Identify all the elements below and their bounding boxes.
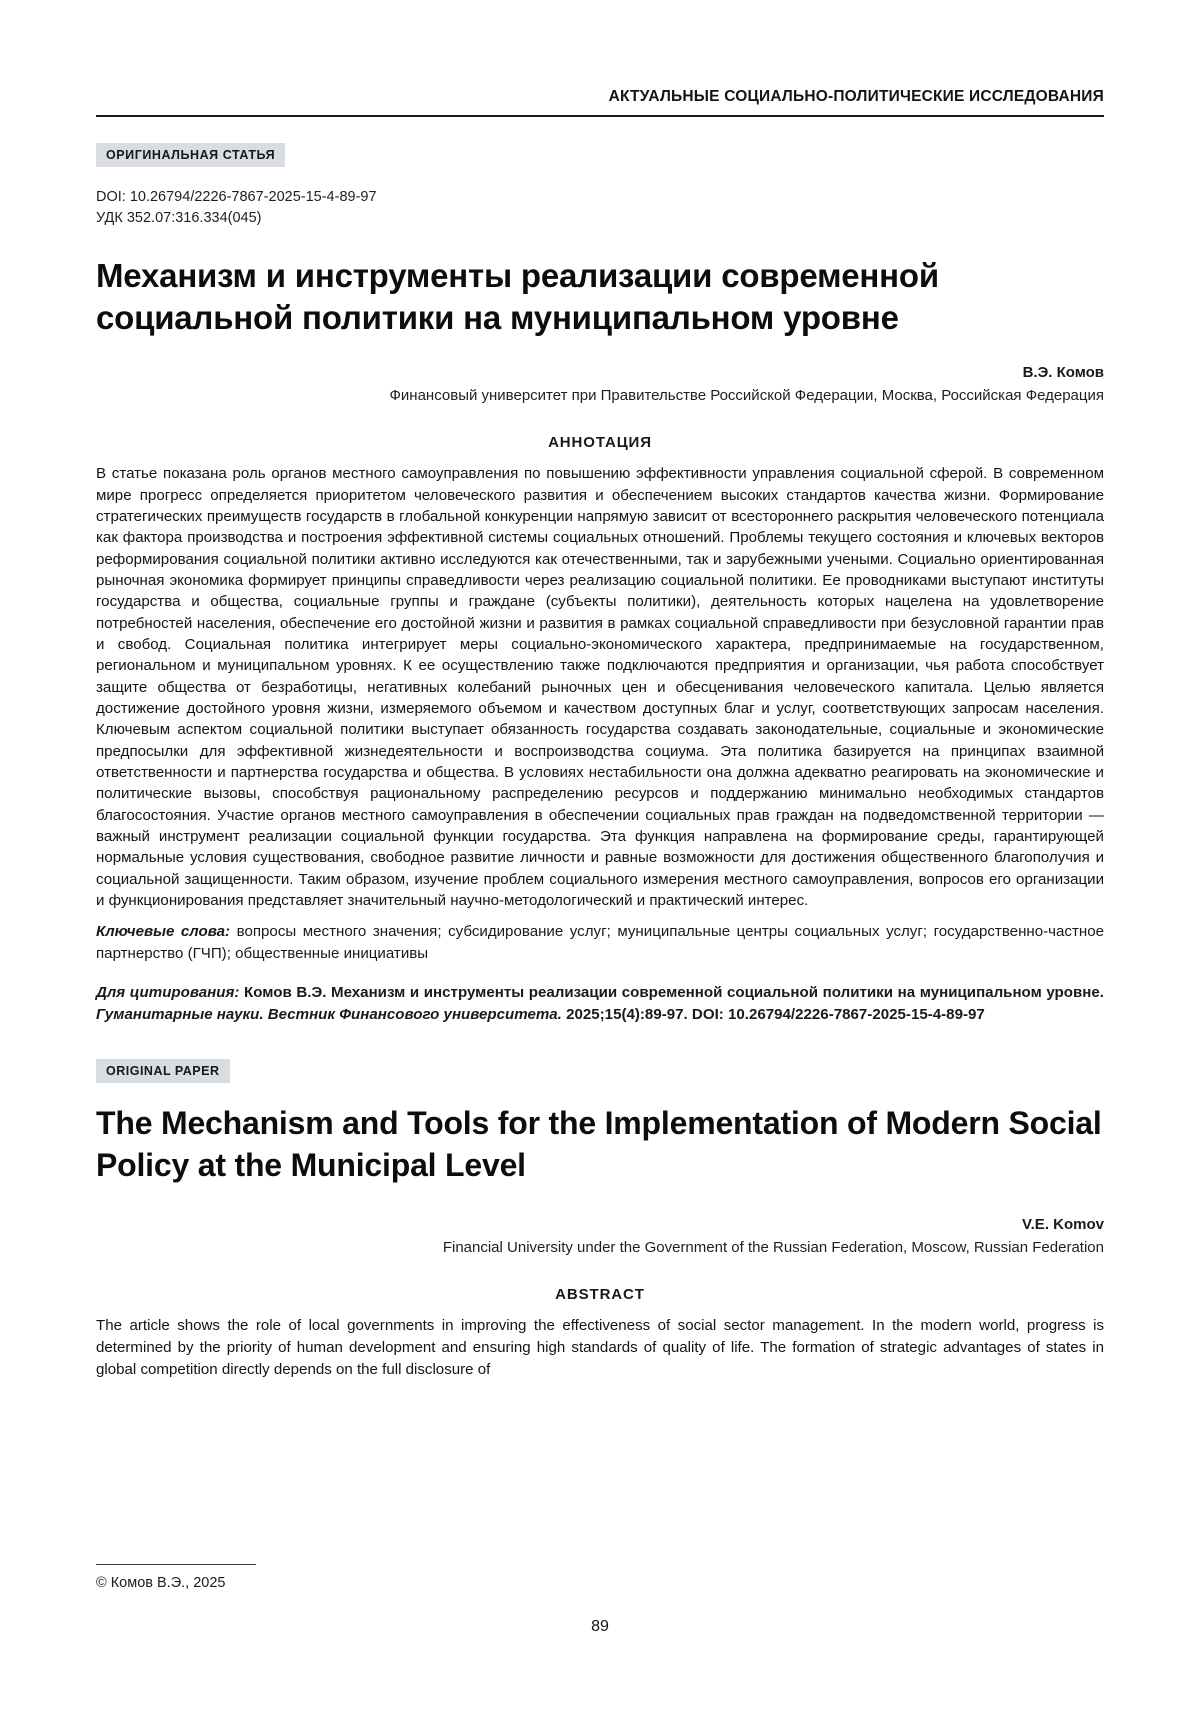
keywords-ru — [96, 921, 1104, 964]
footnote-rule — [96, 1564, 256, 1565]
abstract-label-en: ABSTRACT — [555, 1286, 645, 1304]
author-en: V.E. Komov — [1022, 1216, 1104, 1234]
udk-line: УДК 352.07:316.334(045) — [96, 210, 262, 227]
page-title-ru: Механизм и инструменты реализации современной социальной политики на муниципальном уровне — [96, 257, 939, 336]
keywords-text-ru: вопросы местного значения; субсидирование услуг; муниципальные центры социальных услуг; государственно-частное партнерство (ГЧП); общественные инициативы — [96, 923, 1104, 962]
footer-block — [96, 1530, 1104, 1591]
citation-part2: 2025;15(4):89-97. DOI: 10.26794/2226-7867-2025-15-4-89-97 — [561, 1005, 985, 1023]
running-head: АКТУАЛЬНЫЕ СОЦИАЛЬНО-ПОЛИТИЧЕСКИЕ ИССЛЕДОВАНИЯ — [608, 88, 1104, 105]
citation-journal: Гуманитарные науки. Вестник Финансового университета. — [96, 1005, 562, 1023]
affiliation-ru: Финансовый университет при Правительстве Российской Федерации, Москва, Российская Федерация — [389, 387, 1104, 405]
affiliation-en: Financial University under the Government of the Russian Federation, Moscow, Russian Federation — [442, 1239, 1104, 1257]
doi-line: DOI: 10.26794/2226-7867-2025-15-4-89-97 — [96, 189, 377, 205]
citation-label-ru: Для цитирования: — [96, 984, 240, 1002]
article-type-badge-en: ORIGINAL PAPER — [96, 1059, 230, 1083]
header-rule — [96, 115, 1104, 117]
citation-part1: Комов В.Э. Механизм и инструменты реализации современной социальной политики на муниципальном уровне. — [239, 984, 1104, 1002]
page-number: 89 — [591, 1618, 609, 1635]
page-title-en: The Mechanism and Tools for the Implementation of Modern Social Policy at the Municipal Level — [96, 1105, 1102, 1183]
article-type-badge-ru: ОРИГИНАЛЬНАЯ СТАТЬЯ — [96, 143, 285, 167]
identifiers-block — [96, 187, 1104, 229]
copyright-note: © Комов В.Э., 2025 — [96, 1575, 226, 1591]
page-content — [96, 88, 1104, 1391]
keywords-label-ru: Ключевые слова: — [96, 923, 231, 941]
citation-ru — [96, 982, 1104, 1025]
author-ru: В.Э. Комов — [1022, 364, 1104, 382]
abstract-text-ru: В статье показана роль органов местного самоуправления по повышению эффективности управления социальной сферой. В современном мире прогресс определяется приоритетом человеческого развития и обеспечением высоких стандартов качества жизни. Формирование стратегических преимуществ государств в глобальной конкуренции напрямую зависит от всестороннего раскрытия человеческого потенциала как фактора производства и построения эффективной системы социальных отношений. Проблемы текущего состояния и ключевых векторов реформирования социальной политики активно исследуются как отечественными, так и зарубежными учеными. Социально ориентированная рыночная экономика формирует принципы справедливости через реализацию социальной политики. Ее проводниками выступают институты государства и общества, социальные группы и граждане (субъекты политики), деятельность которых нацелена на удовлетворение потребностей населения, обеспечение его достойной жизни и развития в рамках социальной справедливости при безусловной гарантии прав и свобод. Социальная политика интегрирует меры социально-экономического характера, предпринимаемые на государственном, региональном и муниципальном уровнях. К ее осуществлению также подключаются предприятия и организации, чья работа способствует защите общества от безработицы, негативных колебаний рыночных цен и обесценивания человеческого капитала. Целью является достижение достойного уровня жизни, измеряемого объемом и качеством доступных благ и услуг, соответствующих запросам населения. Ключевым аспектом социальной политики выступает обязанность государства создавать законодательные, социальные и экономические предпосылки для эффективной жизнедеятельности и воспроизводства социума. Эта политика базируется на принципах взаимной ответственности и партнерства государства и общества. В условиях нестабильности она должна адекватно реагировать на экономические и политические вызовы, способствуя рациональному распределению ресурсов и поддержанию минимально необходимых стандартов благосостояния. Участие органов местного самоуправления в обеспечении социальных прав граждан на подведомственной территории — важный инструмент реализации социальной функции государства. Эта функция направлена на формирование среды, гарантирующей нормальные условия существования, свободное развитие личности и равные возможности для достижения общественного благополучия и социальной защищенности. Таким образом, изучение проблем социального измерения местного самоуправления, вопросов его организации и функционирования представляет значительный научно-методологический и практический интерес. — [96, 465, 1104, 910]
abstract-text-en: The article shows the role of local governments in improving the effectiveness of social sector management. In the modern world, progress is determined by the priority of human development and ensuring high standards of quality of life. The formation of strategic advantages of states in global competition directly depends on the full disclosure of — [96, 1317, 1104, 1379]
abstract-label-ru: АННОТАЦИЯ — [548, 434, 652, 452]
